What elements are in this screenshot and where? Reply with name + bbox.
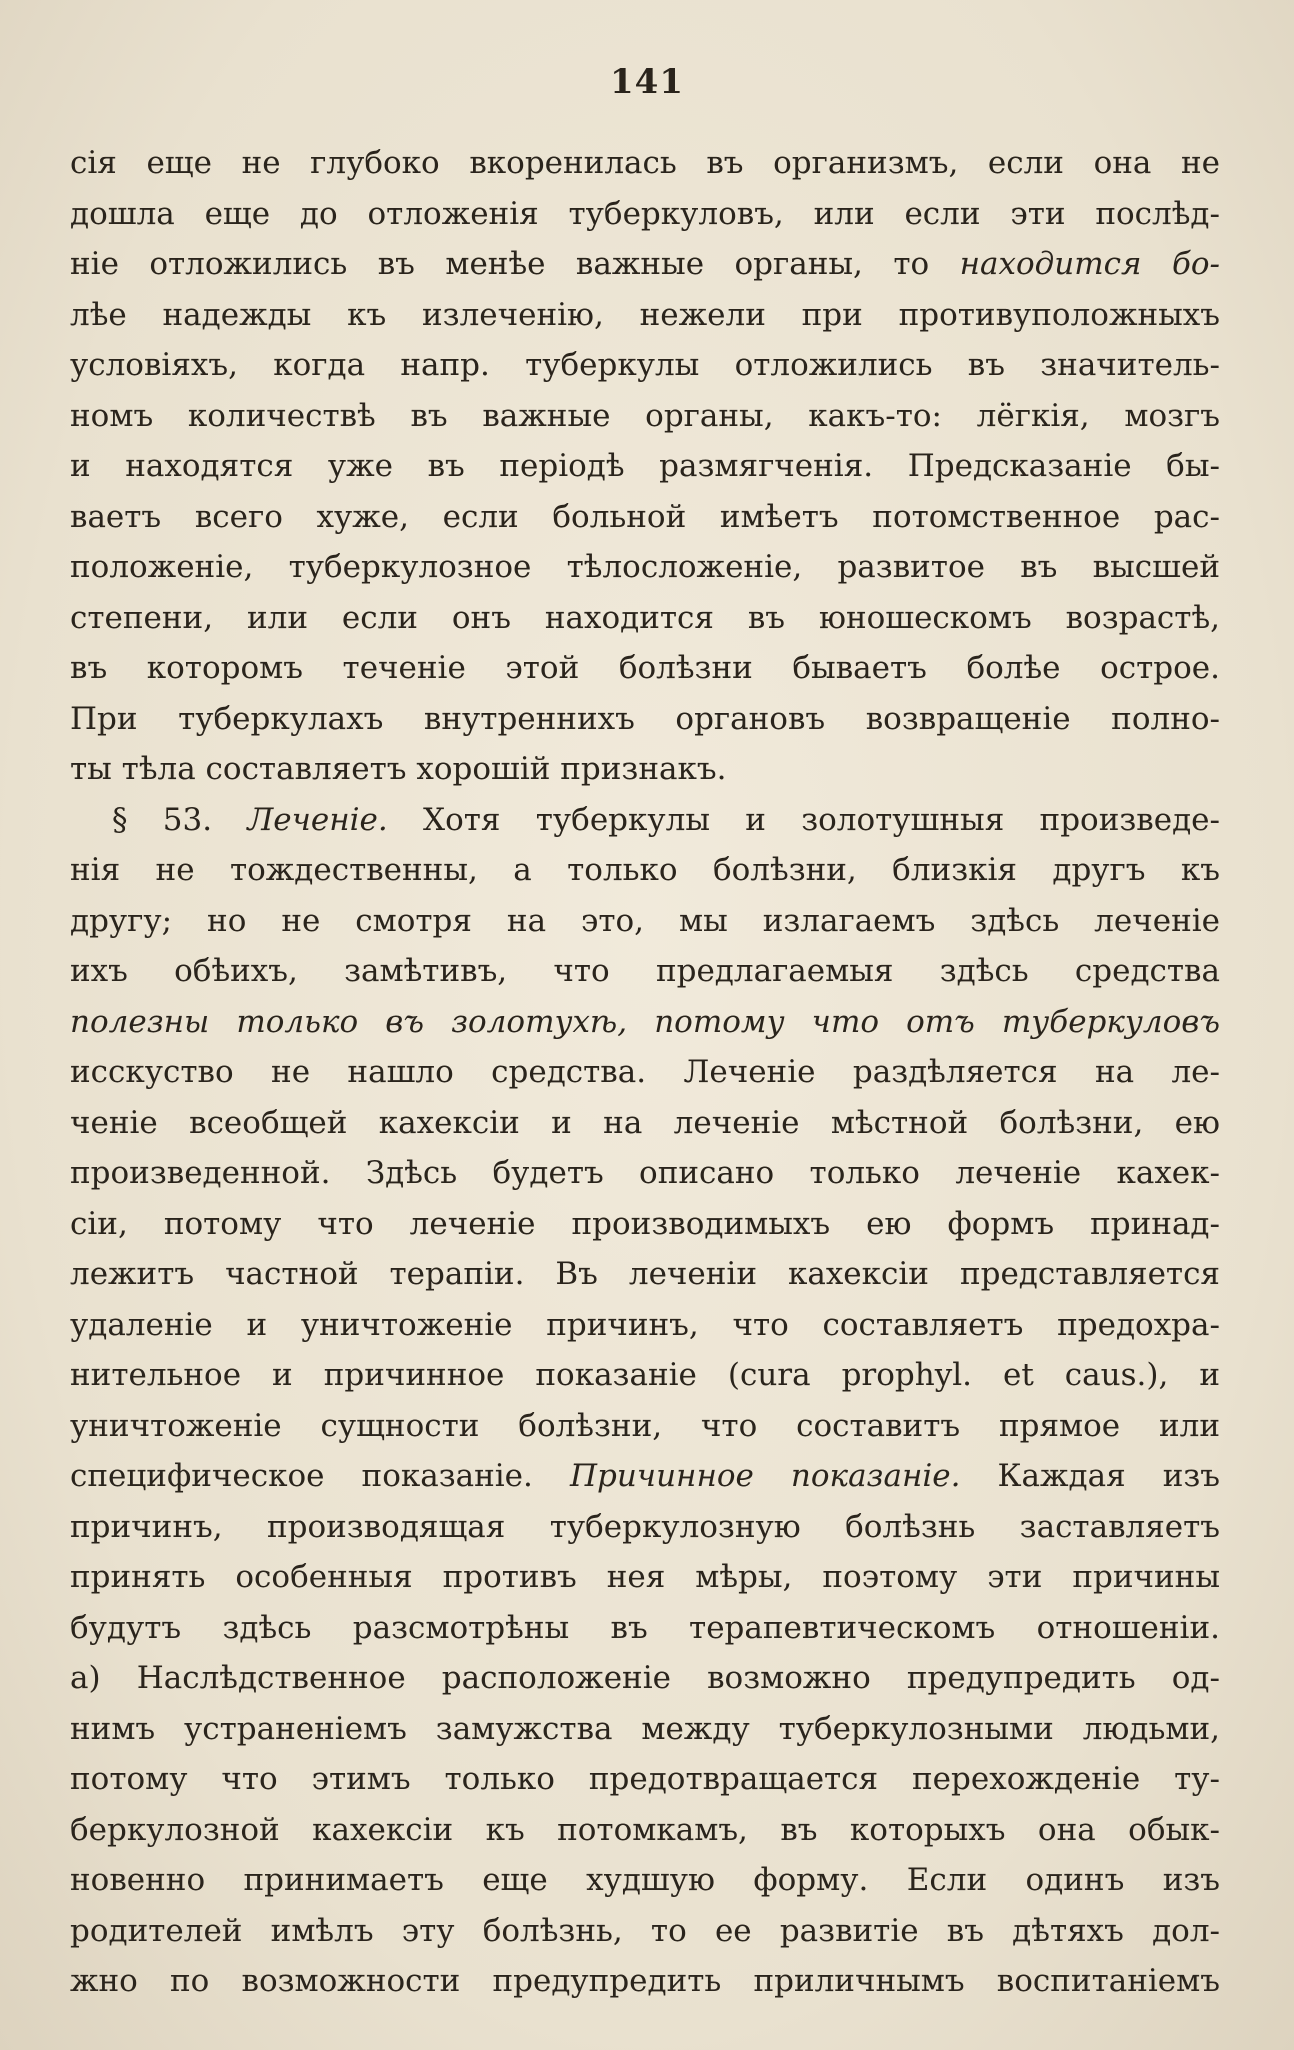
text-line bbox=[70, 1401, 1220, 1452]
text-segment: въ которомъ теченіе этой болѣзни бываетъ болѣе острое. bbox=[70, 650, 1220, 686]
text-segment: беркулозной кахексіи къ потомкамъ, въ которыхъ она обык- bbox=[70, 1811, 1220, 1848]
text-line bbox=[70, 1451, 1220, 1502]
text-line bbox=[70, 1350, 1220, 1401]
text-line bbox=[70, 189, 1220, 240]
italic-text-segment: полезны только въ золотухѣ, потому что отъ туберкуловъ bbox=[70, 1003, 1220, 1040]
text-segment: степени, или если онъ находится въ юношескомъ возрастѣ, bbox=[70, 599, 1220, 636]
text-line bbox=[70, 744, 1220, 795]
text-segment: сія еще не глубоко вкоренилась въ организмъ, если она не bbox=[70, 145, 1220, 181]
text-segment: нимъ устраненіемъ замужства между туберкулозными людьми, bbox=[70, 1710, 1220, 1747]
text-segment: ты тѣла составляетъ хорошій признакъ. bbox=[70, 751, 727, 787]
text-segment: лѣе надежды къ излеченію, нежели при противуположныхъ bbox=[70, 296, 1220, 333]
text-segment: нія не тождественны, а только болѣзни, близкія другъ къ bbox=[70, 852, 1220, 888]
text-line bbox=[70, 1502, 1220, 1553]
text-line bbox=[70, 290, 1220, 341]
text-line bbox=[70, 391, 1220, 442]
text-line bbox=[70, 694, 1220, 745]
text-segment: будутъ здѣсь разсмотрѣны въ терапевтическомъ отношеніи. bbox=[70, 1609, 1220, 1646]
text-line bbox=[70, 1249, 1220, 1300]
text-line bbox=[70, 1199, 1220, 1250]
text-segment: родителей имѣлъ эту болѣзнь, то ее развитіе въ дѣтяхъ дол- bbox=[70, 1912, 1220, 1949]
text-line bbox=[70, 845, 1220, 896]
text-segment: уничтоженіе сущности болѣзни, что составитъ прямое или bbox=[70, 1407, 1220, 1444]
text-segment: ваетъ всего хуже, если больной имѣетъ потомственное рас- bbox=[70, 498, 1220, 535]
text-segment: нительное и причинное показаніе (cura prophyl. et caus.), и bbox=[70, 1357, 1220, 1393]
text-line bbox=[70, 138, 1220, 189]
text-segment: специфическое показаніе. bbox=[70, 1458, 570, 1494]
text-segment: § 53. bbox=[112, 801, 248, 838]
text-line bbox=[70, 1047, 1220, 1098]
text-segment: и находятся уже въ періодѣ размягченія. Предсказаніе бы- bbox=[70, 448, 1220, 484]
text-segment: принять особенныя противъ нея мѣры, поэтому эти причины bbox=[70, 1559, 1220, 1595]
text-segment: условіяхъ, когда напр. туберкулы отложились въ значитель- bbox=[70, 347, 1220, 383]
text-line bbox=[70, 1148, 1220, 1199]
text-segment: другу; но не смотря на это, мы излагаемъ здѣсь леченіе bbox=[70, 902, 1220, 939]
text-line bbox=[70, 946, 1220, 997]
text-line bbox=[70, 1754, 1220, 1805]
text-line bbox=[70, 1906, 1220, 1957]
text-line bbox=[70, 239, 1220, 290]
text-line bbox=[70, 1653, 1220, 1704]
text-line bbox=[70, 1603, 1220, 1654]
text-line bbox=[70, 1855, 1220, 1906]
italic-text-segment: находится бо- bbox=[959, 246, 1220, 282]
page-number: 141 bbox=[610, 62, 684, 102]
text-segment: лежитъ частной терапіи. Въ леченіи кахексіи представляется bbox=[70, 1256, 1220, 1292]
text-line bbox=[70, 1552, 1220, 1603]
text-segment: а) Наслѣдственное расположеніе возможно предупредить од- bbox=[70, 1660, 1220, 1696]
text-line bbox=[70, 441, 1220, 492]
text-segment: новенно принимаетъ еще худшую форму. Если одинъ изъ bbox=[70, 1862, 1220, 1898]
italic-text-segment: Причинное показаніе. bbox=[569, 1458, 961, 1494]
text-segment: удаленіе и уничтоженіе причинъ, что составляетъ предохра- bbox=[70, 1306, 1220, 1343]
text-segment: причинъ, производящая туберкулозную болѣзнь заставляетъ bbox=[70, 1508, 1220, 1545]
text-segment: ніе отложились въ менѣе важные органы, то bbox=[70, 246, 960, 282]
text-line bbox=[70, 542, 1220, 593]
text-line bbox=[70, 1956, 1220, 2007]
text-segment: ченіе всеобщей кахексіи и на леченіе мѣстной болѣзни, ею bbox=[70, 1104, 1220, 1141]
text-segment: Каждая изъ bbox=[960, 1458, 1220, 1494]
text-line bbox=[70, 1098, 1220, 1149]
text-segment: ихъ обѣихъ, замѣтивъ, что предлагаемыя здѣсь средства bbox=[70, 953, 1220, 989]
text-line bbox=[70, 997, 1220, 1048]
text-segment: исскуство не нашло средства. Леченіе раздѣляется на ле- bbox=[70, 1054, 1220, 1090]
text-line bbox=[70, 795, 1220, 846]
text-line bbox=[70, 593, 1220, 644]
text-line bbox=[70, 492, 1220, 543]
text-line bbox=[70, 1805, 1220, 1856]
italic-text-segment: Леченіе. bbox=[247, 801, 388, 838]
text-line bbox=[70, 1704, 1220, 1755]
text-segment: дошла еще до отложенія туберкуловъ, или если эти послѣд- bbox=[70, 195, 1220, 232]
text-line bbox=[70, 1300, 1220, 1351]
text-segment: При туберкулахъ внутреннихъ органовъ возвращеніе полно- bbox=[70, 700, 1220, 737]
text-segment: произведенной. Здѣсь будетъ описано только леченіе кахек- bbox=[70, 1155, 1220, 1191]
text-line bbox=[70, 340, 1220, 391]
text-segment: потому что этимъ только предотвращается перехожденіе ту- bbox=[70, 1761, 1220, 1797]
text-segment: жно по возможности предупредить приличнымъ воспитаніемъ bbox=[70, 1963, 1220, 1999]
text-segment: Хотя туберкулы и золотушныя произведе- bbox=[387, 801, 1220, 838]
text-segment: положеніе, туберкулозное тѣлосложеніе, развитое въ высшей bbox=[70, 549, 1220, 585]
text-segment: номъ количествѣ въ важные органы, какъ-то: лёгкія, мозгъ bbox=[70, 397, 1220, 434]
body-text bbox=[70, 138, 1220, 2007]
text-segment: сіи, потому что леченіе производимыхъ ею формъ принад- bbox=[70, 1205, 1220, 1242]
text-line bbox=[70, 643, 1220, 694]
text-line bbox=[70, 896, 1220, 947]
